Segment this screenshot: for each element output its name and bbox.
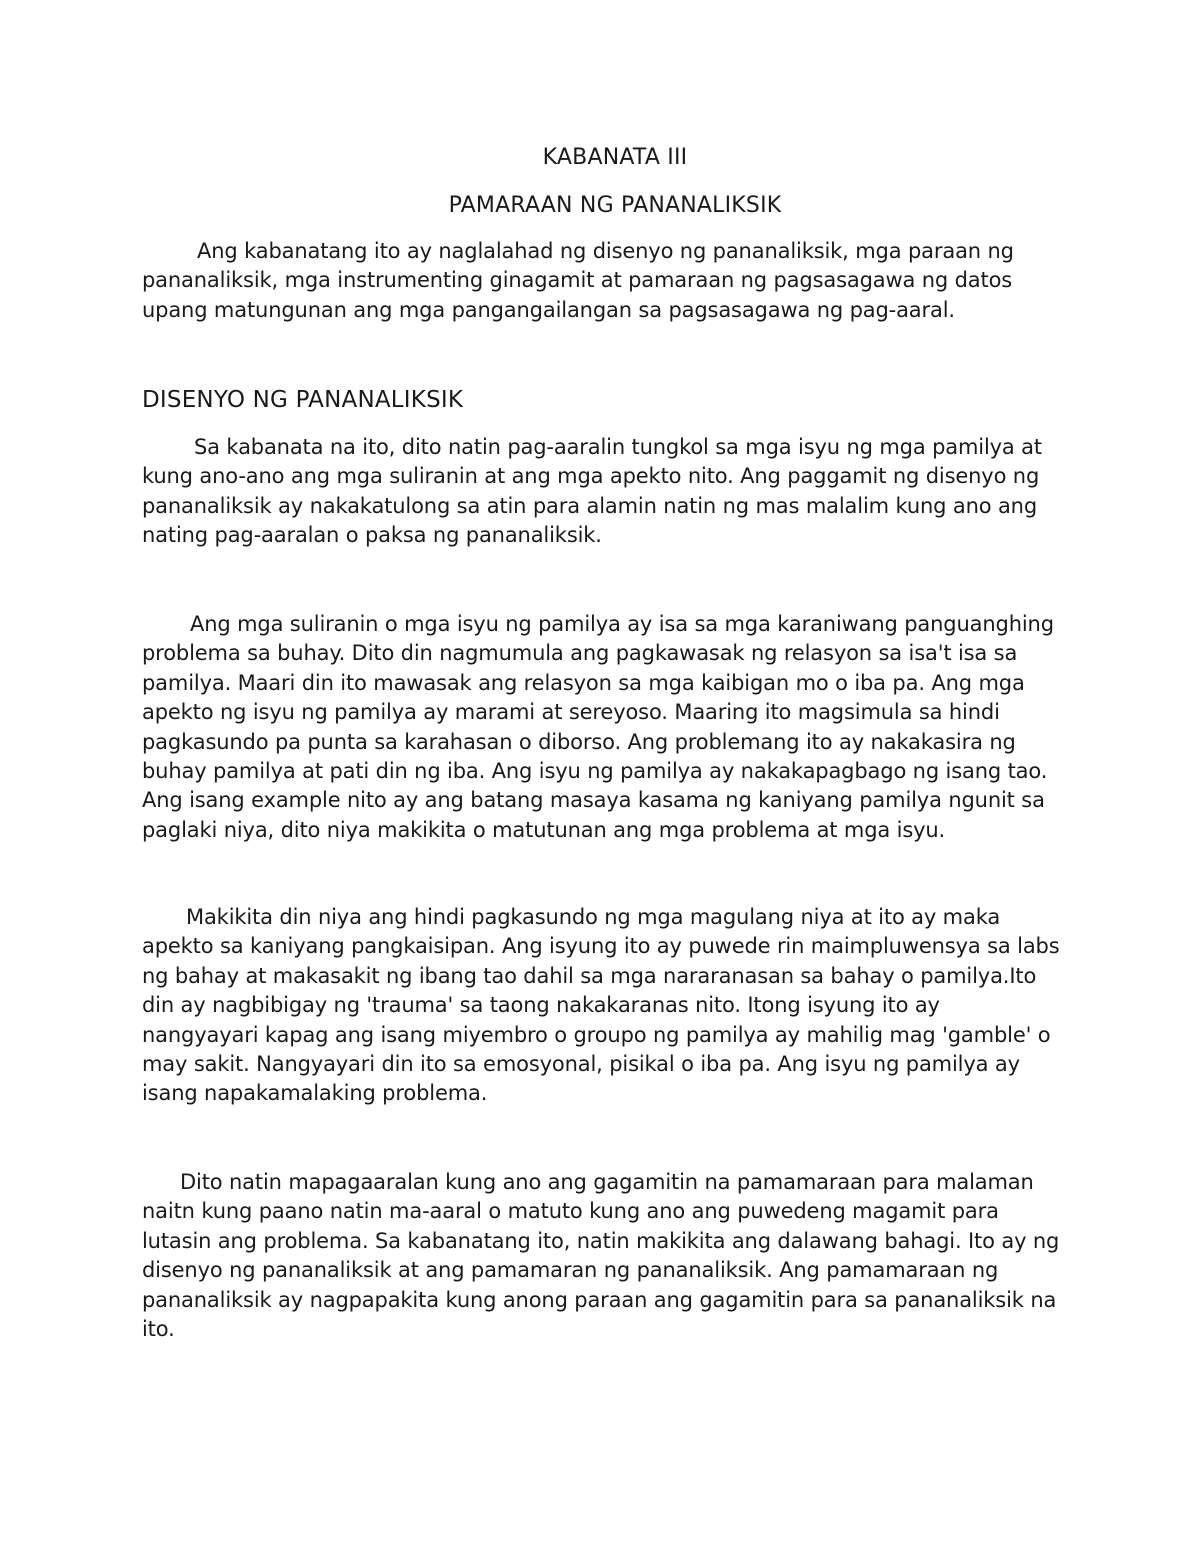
body-paragraph-4: Dito natin mapagaaralan kung ano ang gagamitin na pamamaraan para malaman naitn kung paano natin ma-aaral o matuto kung ano ang puwedeng magamit para lutasin ang problema. Sa kabanatang ito, natin makikita ang dalawang bahagi. Ito ay ng disenyo ng pananaliksik at ang pamamaran ng pananaliksik. Ang pamamaraan ng pananaliksik ay nagpapakita kung anong paraan ang gagamitin para sa pananaliksik na ito. [142,1170,1060,1342]
section-heading: DISENYO NG PANANALIKSIK [142,387,464,413]
body-paragraph-2: Ang mga suliranin o mga isyu ng pamilya ay isa sa mga karaniwang panguanghing problema sa buhay. Dito din nagmumula ang pagkawasak ng relasyon sa isa't isa sa pamilya. Maari din ito mawasak ang relasyon sa mga kaibigan mo o iba pa. Ang mga apekto ng isyu ng pamilya ay marami at sereyoso. Maaring ito magsimula sa hindi pagkasundo pa punta sa karahasan o diborso. Ang problemang ito ay nakakasira ng buhay pamilya at pati din ng iba. Ang isyu ng pamilya ay nakakapagbago ng isang tao. Ang isang example nito ay ang batang masaya kasama ng kaniyang pamilya ngunit sa paglaki niya, dito niya makikita o matutunan ang mga problema at mga isyu. [142,612,1054,842]
body-paragraph-1: Sa kabanata na ito, dito natin pag-aaralin tungkol sa mga isyu ng mga pamilya at kung ano-ano ang mga suliranin at ang mga apekto nito. Ang paggamit ng disenyo ng pananaliksik ay nakakatulong sa atin para alamin natin ng mas malalim kung ano ang nating pag-aaralan o paksa ng pananaliksik. [142,435,1042,548]
chapter-number: KABANATA III [542,145,688,170]
intro-paragraph: Ang kabanatang ito ay naglalahad ng disenyo ng pananaliksik, mga paraan ng pananaliksik, mga instrumenting ginagamit at pamaraan ng pagsasagawa ng datos upang matungunan ang mga pangangailangan sa pagsasagawa ng pag-aaral. [142,239,1014,322]
chapter-title: PAMARAAN NG PANANALIKSIK [448,193,782,218]
body-paragraph-3: Makikita din niya ang hindi pagkasundo ng mga magulang niya at ito ay maka apekto sa kaniyang pangkaisipan. Ang isyung ito ay puwede rin maimpluwensya sa labs ng bahay at makasakit ng ibang tao dahil sa mga nararanasan sa bahay o pamilya.Ito din ay nagbibigay ng 'trauma' sa taong nakakaranas nito. Itong isyung ito ay nangyayari kapag ang isang miyembro o groupo ng pamilya ay mahilig mag 'gamble' o may sakit. Nangyayari din ito sa emosyonal, pisikal o iba pa. Ang isyu ng pamilya ay isang napakamalaking problema. [142,905,1060,1106]
